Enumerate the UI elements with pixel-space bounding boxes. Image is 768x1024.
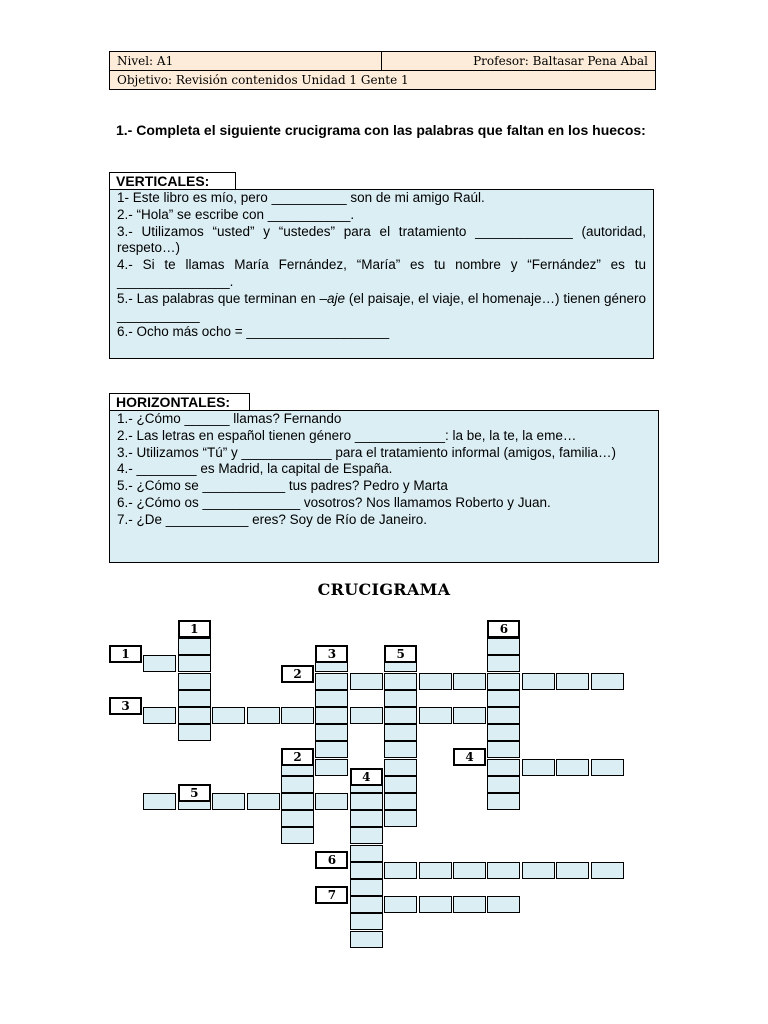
clue-number-h4: 4 — [453, 748, 486, 766]
crossword-cell[interactable] — [487, 707, 520, 724]
crossword-cell[interactable] — [419, 707, 452, 724]
crossword-cell[interactable] — [350, 793, 383, 810]
crossword-cell[interactable] — [178, 724, 211, 741]
crossword-cell[interactable] — [384, 724, 417, 741]
crossword-cell[interactable] — [247, 707, 280, 724]
crossword-cell[interactable] — [315, 673, 348, 690]
crossword-cell[interactable] — [487, 638, 520, 655]
vertical-clue-4: 4.- Si te llamas María Fernández, “María” es tu nombre y “Fernández” es tu _______________. — [117, 257, 646, 289]
horizontal-clue-6: 6.- ¿Cómo os _____________ vosotros? Nos llamamos Roberto y Juan. — [117, 494, 551, 510]
crossword-cell[interactable] — [315, 741, 348, 758]
crossword-cell[interactable] — [350, 913, 383, 930]
vertical-clue-2: 2.- “Hola” se escribe con ___________. — [117, 206, 355, 222]
crossword-cell[interactable] — [281, 810, 314, 827]
crossword-cell[interactable] — [487, 673, 520, 690]
verticales-title: VERTICALES: — [109, 172, 236, 189]
crossword-cell[interactable] — [487, 690, 520, 707]
crossword-cell[interactable] — [384, 810, 417, 827]
clue-number-h3: 3 — [109, 697, 142, 715]
crossword-cell[interactable] — [281, 793, 314, 810]
header-table — [109, 51, 656, 90]
clue-number-v3: 3 — [315, 645, 348, 663]
crossword-cell[interactable] — [178, 638, 211, 655]
crossword-cell[interactable] — [350, 931, 383, 948]
crossword-cell[interactable] — [315, 707, 348, 724]
crossword-cell[interactable] — [453, 707, 486, 724]
crossword-cell[interactable] — [522, 759, 555, 776]
clue-number-v1: 1 — [178, 620, 211, 638]
crossword-cell[interactable] — [522, 673, 555, 690]
horizontal-clue-7: 7.- ¿De ___________ eres? Soy de Río de Janeiro. — [117, 511, 427, 527]
crossword-cell[interactable] — [212, 793, 245, 810]
crossword-cell[interactable] — [350, 810, 383, 827]
crossword-cell[interactable] — [350, 845, 383, 862]
crossword-cell[interactable] — [143, 707, 176, 724]
crossword-cell[interactable] — [556, 862, 589, 879]
crossword-cell[interactable] — [178, 655, 211, 672]
clue-number-h5: 5 — [178, 784, 211, 802]
crossword-cell[interactable] — [384, 741, 417, 758]
crossword-cell[interactable] — [384, 690, 417, 707]
clue-number-v5: 5 — [384, 645, 417, 663]
crossword-cell[interactable] — [453, 862, 486, 879]
horizontales-title: HORIZONTALES: — [109, 393, 250, 410]
clue-number-h2: 2 — [281, 665, 314, 683]
exercise-instruction: 1.- Completa el siguiente crucigrama con las palabras que faltan en los huecos: — [116, 122, 646, 138]
vertical-clue-5: 5.- Las palabras que terminan en –aje (el paisaje, el viaje, el homenaje…) tienen género ___________ — [117, 290, 646, 323]
crossword-cell[interactable] — [315, 759, 348, 776]
crossword-cell[interactable] — [178, 707, 211, 724]
clue-number-h7: 7 — [315, 886, 348, 904]
crossword-cell[interactable] — [350, 896, 383, 913]
crossword-cell[interactable] — [281, 776, 314, 793]
crossword-cell[interactable] — [487, 655, 520, 672]
crossword-cell[interactable] — [384, 793, 417, 810]
level-label: Nivel: A1 — [110, 52, 382, 70]
crossword-cell[interactable] — [384, 759, 417, 776]
horizontal-clue-3: 3.- Utilizamos “Tú” y ____________ para el tratamiento informal (amigos, familia…) — [117, 444, 616, 460]
crossword-cell[interactable] — [384, 862, 417, 879]
crossword-cell[interactable] — [350, 879, 383, 896]
horizontales-box — [109, 410, 659, 563]
crossword-cell[interactable] — [556, 759, 589, 776]
crossword-cell[interactable] — [178, 690, 211, 707]
crossword-cell[interactable] — [419, 896, 452, 913]
crossword-title: CRUCIGRAMA — [317, 580, 451, 599]
crossword-cell[interactable] — [487, 896, 520, 913]
crossword-cell[interactable] — [487, 862, 520, 879]
crossword-cell[interactable] — [315, 793, 348, 810]
crossword-cell[interactable] — [487, 776, 520, 793]
vertical-clue-3: 3.- Utilizamos “usted” y “ustedes” para el tratamiento _____________ (autoridad, respeto…) — [117, 223, 646, 256]
crossword-cell[interactable] — [487, 759, 520, 776]
clue-number-h6: 6 — [315, 851, 348, 869]
crossword-cell[interactable] — [212, 707, 245, 724]
clue-number-v6: 6 — [487, 620, 520, 638]
crossword-cell[interactable] — [419, 862, 452, 879]
crossword-cell[interactable] — [315, 724, 348, 741]
header-row-1 — [110, 52, 655, 70]
crossword-cell[interactable] — [384, 776, 417, 793]
crossword-cell[interactable] — [143, 655, 176, 672]
vertical-clue-6: 6.- Ocho más ocho = ___________________ — [117, 324, 390, 340]
vertical-clue-1: 1- Este libro es mío, pero __________ son de mi amigo Raúl. — [117, 190, 485, 205]
crossword-cell[interactable] — [281, 707, 314, 724]
clue-number-v2: 2 — [281, 748, 314, 766]
objective-label: Objetivo: Revisión contenidos Unidad 1 Gente 1 — [117, 73, 409, 87]
crossword-cell[interactable] — [315, 690, 348, 707]
crossword-cell[interactable] — [350, 707, 383, 724]
crossword-cell[interactable] — [178, 673, 211, 690]
crossword-cell[interactable] — [591, 673, 624, 690]
crossword-cell[interactable] — [281, 827, 314, 844]
crossword-cell[interactable] — [419, 673, 452, 690]
header-row-2 — [110, 70, 655, 89]
crossword-cell[interactable] — [487, 741, 520, 758]
crossword-cell[interactable] — [453, 673, 486, 690]
crossword-cell[interactable] — [556, 673, 589, 690]
crossword-cell[interactable] — [487, 793, 520, 810]
crossword-cell[interactable] — [384, 896, 417, 913]
horizontal-clue-4: 4.- ________ es Madrid, la capital de España. — [117, 461, 393, 477]
horizontal-clue-5: 5.- ¿Cómo se ___________ tus padres? Pedro y Marta — [117, 478, 448, 494]
crossword-cell[interactable] — [453, 896, 486, 913]
crossword-cell[interactable] — [350, 827, 383, 844]
clue-number-v4: 4 — [350, 768, 383, 786]
verticales-box — [109, 189, 654, 359]
crossword-cell[interactable] — [143, 793, 176, 810]
horizontal-clue-1: 1.- ¿Cómo ______ llamas? Fernando — [117, 411, 342, 426]
crossword-cell[interactable] — [522, 862, 555, 879]
crossword-cell[interactable] — [384, 707, 417, 724]
teacher-label: Profesor: Baltasar Pena Abal — [473, 54, 648, 68]
crossword-cell[interactable] — [384, 673, 417, 690]
crossword-cell[interactable] — [487, 724, 520, 741]
crossword-cell[interactable] — [591, 759, 624, 776]
crossword-cell[interactable] — [247, 793, 280, 810]
crossword-cell[interactable] — [350, 673, 383, 690]
clue-number-h1: 1 — [109, 645, 142, 663]
crossword-cell[interactable] — [350, 862, 383, 879]
crossword-cell[interactable] — [591, 862, 624, 879]
horizontal-clue-2: 2.- Las letras en español tienen género ____________: la be, la te, la eme… — [117, 427, 577, 443]
